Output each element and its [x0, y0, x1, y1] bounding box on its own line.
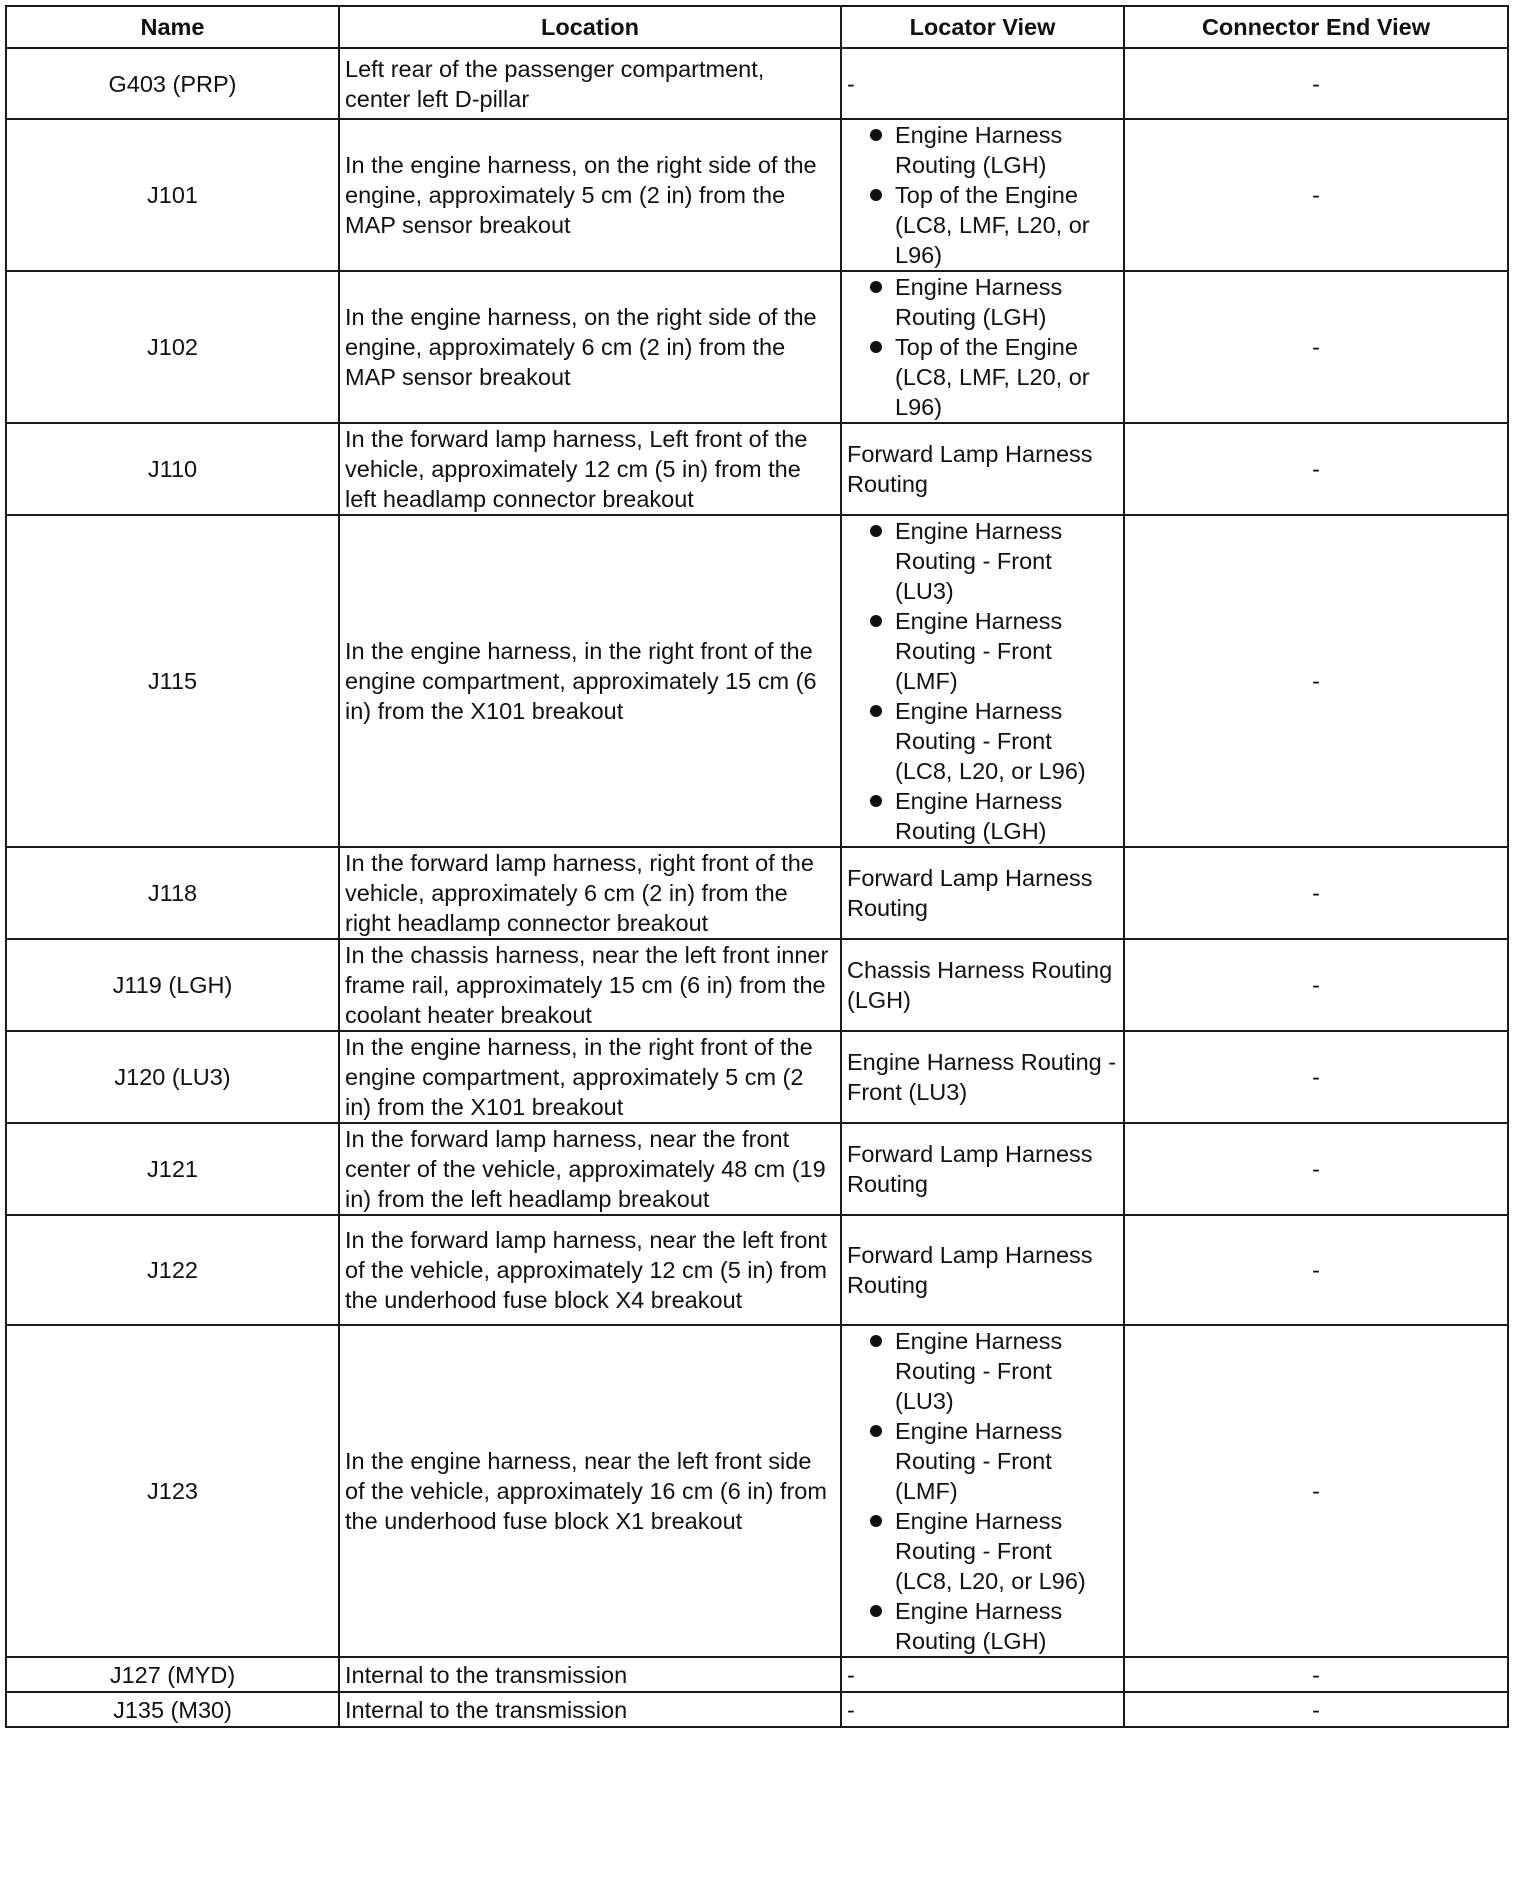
location-cell: Left rear of the passenger compartment, center left D-pillar [339, 48, 841, 119]
locator-view-cell [841, 1031, 1124, 1123]
locator-view-text: - [847, 1696, 855, 1723]
connector-end-view-cell: - [1124, 1123, 1508, 1215]
name-cell: J123 [6, 1325, 339, 1657]
name-cell: J115 [6, 515, 339, 847]
locator-view-list [847, 1326, 1118, 1656]
table-row [6, 1215, 1508, 1325]
connector-end-view-cell: - [1124, 1692, 1508, 1727]
name-cell: J118 [6, 847, 339, 939]
locator-view-item: Engine Harness Routing - Front (LC8, L20, or L96) [847, 1506, 1118, 1596]
connector-end-view-cell: - [1124, 48, 1508, 119]
table-row [6, 847, 1508, 939]
name-cell: J119 (LGH) [6, 939, 339, 1031]
table-row [6, 939, 1508, 1031]
table-row [6, 1123, 1508, 1215]
table-row [6, 119, 1508, 271]
locator-view-list [847, 272, 1118, 422]
location-cell: In the engine harness, on the right side of the engine, approximately 5 cm (2 in) from the MAP sensor breakout [339, 119, 841, 271]
name-cell: J120 (LU3) [6, 1031, 339, 1123]
locator-view-item: Engine Harness Routing (LGH) [847, 120, 1118, 180]
location-cell: Internal to the transmission [339, 1692, 841, 1727]
locator-view-cell [841, 423, 1124, 515]
locator-view-cell [841, 847, 1124, 939]
locator-view-cell [841, 939, 1124, 1031]
location-cell: In the engine harness, near the left front side of the vehicle, approximately 16 cm (6 in) from the underhood fuse block X1 breakout [339, 1325, 841, 1657]
locator-view-cell [841, 1123, 1124, 1215]
locator-view-cell [841, 1692, 1124, 1727]
header-location: Location [339, 6, 841, 48]
table-row [6, 423, 1508, 515]
location-cell: In the forward lamp harness, Left front of the vehicle, approximately 12 cm (5 in) from the left headlamp connector breakout [339, 423, 841, 515]
locator-view-list [847, 516, 1118, 846]
name-cell: G403 (PRP) [6, 48, 339, 119]
location-cell: In the forward lamp harness, right front of the vehicle, approximately 6 cm (2 in) from the right headlamp connector breakout [339, 847, 841, 939]
locator-view-item: Engine Harness Routing - Front (LMF) [847, 606, 1118, 696]
location-cell: In the chassis harness, near the left front inner frame rail, approximately 15 cm (6 in) from the coolant heater breakout [339, 939, 841, 1031]
location-cell: In the engine harness, on the right side of the engine, approximately 6 cm (2 in) from the MAP sensor breakout [339, 271, 841, 423]
locator-view-cell [841, 48, 1124, 119]
name-cell: J101 [6, 119, 339, 271]
locator-view-cell [841, 515, 1124, 847]
table-row [6, 1692, 1508, 1727]
table-row [6, 1031, 1508, 1123]
connector-end-view-cell: - [1124, 939, 1508, 1031]
table-row [6, 1657, 1508, 1692]
name-cell: J102 [6, 271, 339, 423]
location-cell: In the forward lamp harness, near the left front of the vehicle, approximately 12 cm (5 in) from the underhood fuse block X4 breakout [339, 1215, 841, 1325]
header-row [6, 6, 1508, 48]
name-cell: J122 [6, 1215, 339, 1325]
locator-view-item: Engine Harness Routing (LGH) [847, 786, 1118, 846]
locator-view-item: Top of the Engine (LC8, LMF, L20, or L96) [847, 180, 1118, 270]
locator-view-item: Engine Harness Routing - Front (LU3) [847, 516, 1118, 606]
locator-view-text: Forward Lamp Harness Routing [847, 1242, 1093, 1298]
table-body [6, 48, 1508, 1727]
locator-view-cell [841, 1657, 1124, 1692]
connector-end-view-cell: - [1124, 1657, 1508, 1692]
locator-view-cell [841, 1325, 1124, 1657]
locator-view-cell [841, 119, 1124, 271]
locator-view-item: Top of the Engine (LC8, LMF, L20, or L96) [847, 332, 1118, 422]
table-row [6, 1325, 1508, 1657]
locator-view-item: Engine Harness Routing - Front (LU3) [847, 1326, 1118, 1416]
name-cell: J110 [6, 423, 339, 515]
header-name: Name [6, 6, 339, 48]
connector-location-table [5, 5, 1509, 1728]
connector-end-view-cell: - [1124, 847, 1508, 939]
location-cell: In the engine harness, in the right front of the engine compartment, approximately 5 cm (2 in) from the X101 breakout [339, 1031, 841, 1123]
header-connector-end-view: Connector End View [1124, 6, 1508, 48]
connector-end-view-cell: - [1124, 1031, 1508, 1123]
table-row [6, 271, 1508, 423]
name-cell: J121 [6, 1123, 339, 1215]
table-row [6, 48, 1508, 119]
locator-view-item: Engine Harness Routing - Front (LMF) [847, 1416, 1118, 1506]
locator-view-text: Chassis Harness Routing (LGH) [847, 957, 1113, 1013]
location-cell: In the forward lamp harness, near the front center of the vehicle, approximately 48 cm (19 in) from the left headlamp breakout [339, 1123, 841, 1215]
table-row [6, 515, 1508, 847]
connector-end-view-cell: - [1124, 271, 1508, 423]
connector-end-view-cell: - [1124, 423, 1508, 515]
locator-view-item: Engine Harness Routing - Front (LC8, L20, or L96) [847, 696, 1118, 786]
locator-view-text: - [847, 1661, 855, 1688]
name-cell: J127 (MYD) [6, 1657, 339, 1692]
connector-end-view-cell: - [1124, 515, 1508, 847]
locator-view-item: Engine Harness Routing (LGH) [847, 1596, 1118, 1656]
header-locator-view: Locator View [841, 6, 1124, 48]
locator-view-text: Forward Lamp Harness Routing [847, 1141, 1093, 1197]
locator-view-text: - [847, 70, 855, 97]
connector-end-view-cell: - [1124, 1325, 1508, 1657]
locator-view-text: Forward Lamp Harness Routing [847, 865, 1093, 921]
locator-view-item: Engine Harness Routing (LGH) [847, 272, 1118, 332]
name-cell: J135 (M30) [6, 1692, 339, 1727]
location-cell: In the engine harness, in the right front of the engine compartment, approximately 15 cm (6 in) from the X101 breakout [339, 515, 841, 847]
locator-view-list [847, 120, 1118, 270]
connector-end-view-cell: - [1124, 1215, 1508, 1325]
location-cell: Internal to the transmission [339, 1657, 841, 1692]
locator-view-text: Engine Harness Routing - Front (LU3) [847, 1049, 1117, 1105]
locator-view-text: Forward Lamp Harness Routing [847, 441, 1093, 497]
locator-view-cell [841, 1215, 1124, 1325]
connector-end-view-cell: - [1124, 119, 1508, 271]
locator-view-cell [841, 271, 1124, 423]
